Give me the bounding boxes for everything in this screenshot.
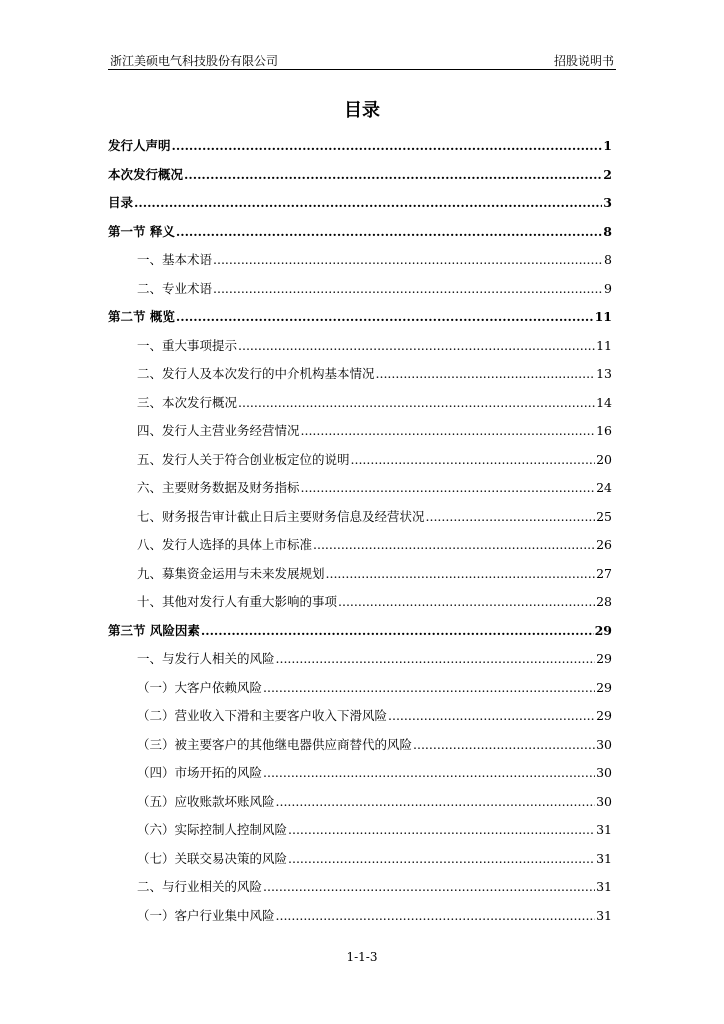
toc-entry-page: 11 <box>596 337 612 353</box>
toc-entry-label: 本次发行概况 <box>108 166 184 182</box>
toc-entry-label: 二、与行业相关的风险 <box>137 879 263 894</box>
toc-entry-page: 1 <box>603 138 612 153</box>
toc-entry-label: （五）应收账款坏账风险 <box>137 793 275 809</box>
toc-leader-dots <box>301 480 596 495</box>
toc-leader-dots <box>301 423 596 438</box>
toc-entry-label: 九、募集资金运用与未来发展规划 <box>137 565 325 581</box>
toc-entry-page: 20 <box>596 451 612 467</box>
toc-entry-page: 14 <box>596 394 612 410</box>
toc-entry-label: 一、基本术语 <box>137 252 213 267</box>
toc-entry-label: 三、本次发行概况 <box>137 394 238 410</box>
toc-leader-dots <box>326 566 596 581</box>
toc-leader-dots <box>288 851 595 866</box>
toc-entry[interactable] <box>108 877 612 906</box>
toc-entry[interactable] <box>108 478 612 507</box>
toc-entry[interactable] <box>108 735 612 764</box>
toc-entry-page: 9 <box>604 280 612 296</box>
toc-entry[interactable] <box>108 136 612 165</box>
toc-entry-page: 29 <box>596 679 612 695</box>
toc-entry-label: （三）被主要客户的其他继电器供应商替代的风险 <box>137 736 413 752</box>
page-number: 1-1-3 <box>346 950 378 964</box>
toc-leader-dots <box>176 224 602 239</box>
toc-entry-label: （一）大客户依赖风险 <box>137 679 263 695</box>
toc-entry[interactable] <box>108 336 612 365</box>
toc-entry[interactable] <box>108 193 612 222</box>
toc-entry-label: 一、重大事项提示 <box>137 337 238 353</box>
toc-entry-label: （六）实际控制人控制风险 <box>137 822 288 837</box>
toc-leader-dots <box>263 879 595 894</box>
toc-entry[interactable] <box>108 421 612 450</box>
toc-entry[interactable] <box>108 535 612 564</box>
toc-leader-dots <box>351 452 596 467</box>
toc-entry[interactable] <box>108 250 612 279</box>
toc-entry-label: 二、发行人及本次发行的中介机构基本情况 <box>137 366 375 381</box>
company-name: 浙江美硕电气科技股份有限公司 <box>110 54 279 68</box>
toc-entry-label: 一、与发行人相关的风险 <box>137 651 275 666</box>
toc-leader-dots <box>388 708 595 723</box>
toc-leader-dots <box>213 252 603 267</box>
toc-entry[interactable] <box>108 564 612 593</box>
toc-leader-dots <box>201 623 594 638</box>
toc-entry-page: 28 <box>596 594 612 609</box>
toc-entry-page: 2 <box>603 166 612 182</box>
toc-leader-dots <box>176 309 594 324</box>
toc-leader-dots <box>376 366 596 381</box>
toc-entry-page: 31 <box>596 850 612 866</box>
toc-entry-label: （一）客户行业集中风险 <box>137 907 275 923</box>
toc-leader-dots <box>313 537 595 552</box>
toc-entry[interactable] <box>108 906 612 935</box>
toc-entry-label: 八、发行人选择的具体上市标准 <box>137 537 313 552</box>
toc-leader-dots <box>263 765 595 780</box>
toc-entry-page: 30 <box>596 736 612 752</box>
toc-leader-dots <box>413 737 595 752</box>
toc-entry-page: 13 <box>596 366 612 381</box>
toc-entry[interactable] <box>108 364 612 393</box>
toc-entry-label: 目录 <box>108 195 134 210</box>
toc-leader-dots <box>426 509 596 524</box>
toc-entry-page: 31 <box>596 822 612 837</box>
toc-entry[interactable] <box>108 165 612 194</box>
toc-entry[interactable] <box>108 450 612 479</box>
toc-entry-label: 第一节 释义 <box>108 223 175 239</box>
toc-entry-page: 29 <box>596 651 612 666</box>
toc-entry-page: 29 <box>594 622 612 638</box>
toc-entry[interactable] <box>108 792 612 821</box>
page-header <box>108 50 616 70</box>
toc-entry[interactable] <box>108 706 612 735</box>
toc-entry-page: 30 <box>596 793 612 809</box>
toc-leader-dots <box>238 395 595 410</box>
toc-entry[interactable] <box>108 849 612 878</box>
toc-entry[interactable] <box>108 393 612 422</box>
toc-leader-dots <box>213 281 603 296</box>
toc-entry[interactable] <box>108 222 612 251</box>
toc-entry-page: 8 <box>603 223 612 239</box>
toc-leader-dots <box>276 651 596 666</box>
toc-entry[interactable] <box>108 621 612 650</box>
toc-entry-label: 十、其他对发行人有重大影响的事项 <box>137 594 338 609</box>
toc-entry[interactable] <box>108 307 612 336</box>
toc-entry-page: 16 <box>596 423 612 438</box>
toc-entry-label: （四）市场开拓的风险 <box>137 765 263 780</box>
toc-leader-dots <box>276 794 596 809</box>
toc-entry-page: 30 <box>596 765 612 780</box>
toc-entry-label: 四、发行人主营业务经营情况 <box>137 423 300 438</box>
toc-entry[interactable] <box>108 678 612 707</box>
toc-entry-label: 第三节 风险因素 <box>108 622 200 638</box>
toc-entry-label: （七）关联交易决策的风险 <box>137 850 288 866</box>
toc-entry-page: 31 <box>596 879 612 894</box>
toc-leader-dots <box>276 908 596 923</box>
toc-entry-page: 8 <box>604 252 612 267</box>
toc-leader-dots <box>263 680 595 695</box>
toc-entry-page: 26 <box>596 537 612 552</box>
toc-leader-dots <box>172 138 603 153</box>
page-title: 目录 <box>344 100 380 121</box>
toc-leader-dots <box>134 195 602 210</box>
toc-entry-page: 24 <box>596 480 612 495</box>
toc-entry[interactable] <box>108 649 612 678</box>
toc-entry-label: 第二节 概览 <box>108 309 175 324</box>
toc-entry[interactable] <box>108 592 612 621</box>
toc-entry-page: 11 <box>594 309 612 324</box>
toc-leader-dots <box>338 594 595 609</box>
toc-entry-page: 25 <box>596 508 612 524</box>
toc-entry[interactable] <box>108 820 612 849</box>
document-type: 招股说明书 <box>553 54 614 68</box>
toc-entry-label: 二、专业术语 <box>137 280 213 296</box>
toc-entry-label: 五、发行人关于符合创业板定位的说明 <box>137 451 350 467</box>
toc-entry[interactable] <box>108 279 612 308</box>
toc-leader-dots <box>184 167 602 182</box>
table-of-contents <box>108 136 612 934</box>
toc-entry-page: 27 <box>596 565 612 581</box>
toc-entry-page: 29 <box>596 708 612 723</box>
toc-entry-label: 发行人声明 <box>108 138 171 153</box>
toc-leader-dots <box>238 338 595 353</box>
toc-entry-page: 31 <box>596 907 612 923</box>
toc-entry-page: 3 <box>603 195 612 210</box>
toc-entry-label: 六、主要财务数据及财务指标 <box>137 480 300 495</box>
toc-entry[interactable] <box>108 763 612 792</box>
toc-leader-dots <box>288 822 595 837</box>
toc-entry-label: 七、财务报告审计截止日后主要财务信息及经营状况 <box>137 508 425 524</box>
toc-entry[interactable] <box>108 507 612 536</box>
toc-entry-label: （二）营业收入下滑和主要客户收入下滑风险 <box>137 708 388 723</box>
